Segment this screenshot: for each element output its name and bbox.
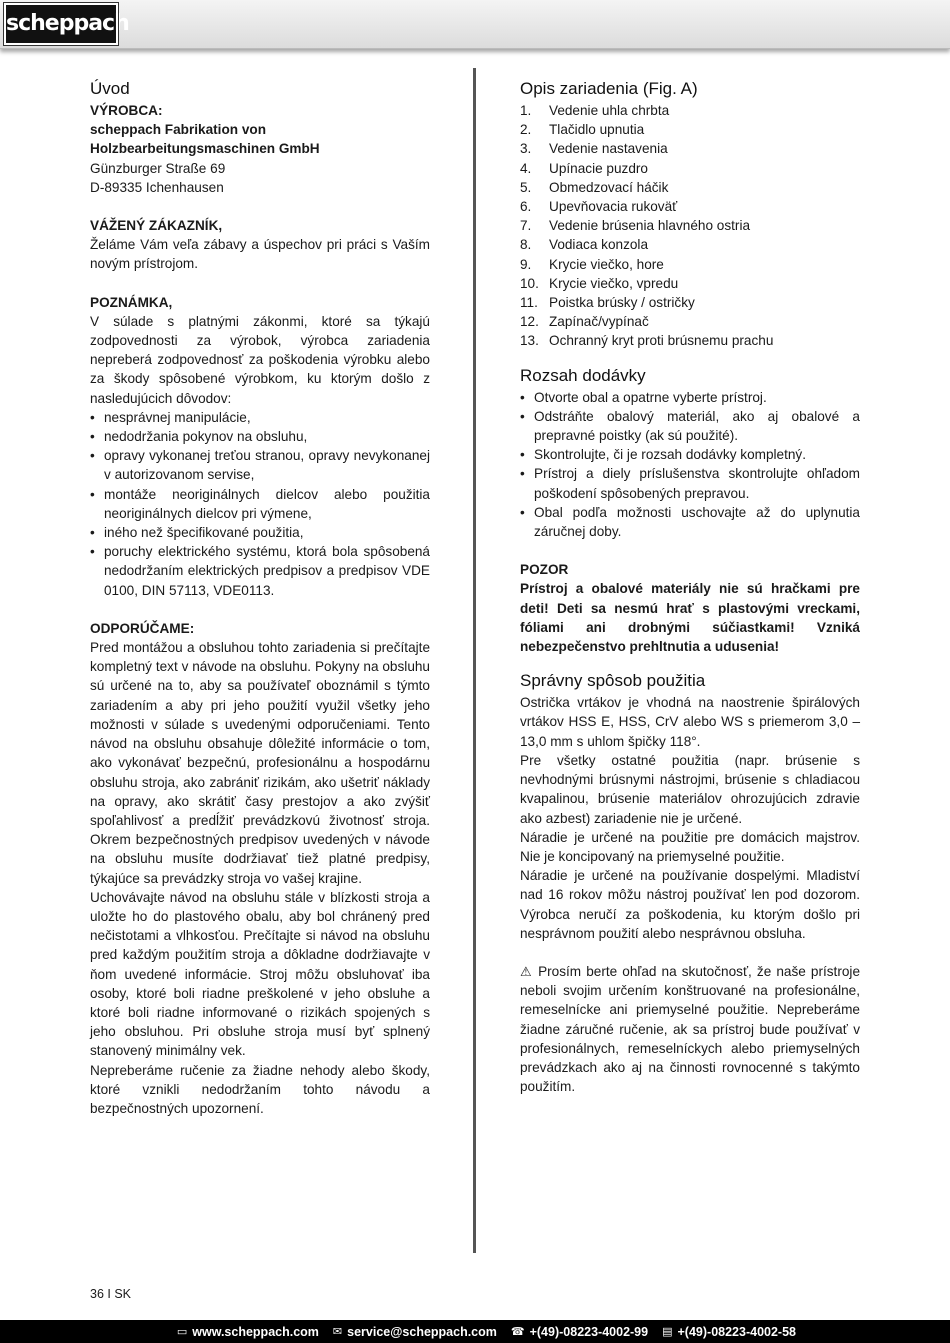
envelope-icon: ✉ — [332, 1326, 343, 1338]
delivery-title: Rozsah dodávky — [520, 365, 646, 385]
list-item: 11. Poistka brúsky / ostričky — [520, 295, 695, 311]
list-item: • Otvorte obal a opatrne vyberte prístroj. — [520, 388, 860, 407]
list-item: 13. Ochranný kryt proti brúsnemu prachu — [520, 333, 774, 349]
recommend-paragraph: Nepreberáme ručenie za žiadne nehody alebo škody, ktoré vznikli nedodržaním tohto návodu a bezpečnostných upozornení. — [90, 1062, 430, 1116]
list-item: • nesprávnej manipulácie, — [90, 408, 430, 427]
list-item: • Odstráňte obalový materiál, ako aj obalové a prepravné poistky (ak sú použité). — [520, 407, 860, 445]
column-divider — [473, 68, 476, 1253]
list-item: 6. Upevňovacia rukoväť — [520, 199, 678, 215]
usage-title: Správny spôsob použitia — [520, 671, 706, 691]
right-column — [520, 78, 860, 1096]
scheppach-logo: scheppach — [4, 3, 118, 45]
list-item: 4. Upínacie puzdro — [520, 160, 648, 176]
customer-text: Želáme Vám veľa zábavy a úspechov pri práci s Vaším novým prístrojom. — [90, 237, 430, 272]
usage-paragraph: Náradie je určené na použitie pre domácich majstrov. Nie je koncipovaný na priemyselné použitie. — [520, 829, 860, 864]
footer-fax[interactable]: ▤ +(49)-08223-4002-58 — [662, 1324, 796, 1339]
recommend-paragraph: Pred montážou a obsluhou tohto zariadenia si prečítajte kompletný text v návode na obsluhu. Pokyny na obsluhu sú určené na to, aby sa používateľ oboznámil s týmto zariadením a aby pri jeho použití využil všetky jeho možnosti v súlade s uvedenými odporučeniami. Tento návod na obsluhu obsahuje dôležité informácie o tom, ako vykonávať bezpečnú, profesionálnu a hospodárnu obsluhu stroja, ako zabrániť rizikám, ako ušetriť náklady na opravy, ako skrátiť časy prestojov a ako zvýšiť spoľahlivosť a predĺžiť prevádzkovú životnosť stroja. Okrem bezpečnostných predpisov uvedených v návode na obsluhu musíte dodržiavať tiež platné predpisy, týkajúce sa prevádzky stroja vo vašej krajine. — [90, 640, 430, 886]
parts-list — [520, 101, 860, 351]
list-item: 5. Obmedzovací háčik — [520, 179, 669, 195]
footer-email[interactable]: ✉ service@scheppach.com — [332, 1324, 497, 1339]
header-band — [0, 0, 950, 49]
note-text: V súlade s platnými zákonmi, ktoré sa týkajú zodpovednosti za výrobok, výrobca zariadenia nepreberá zodpovednosť za poškodenia výrobku alebo za škody spôsobené výrobkom, ku ktorým došlo z nasledujúcich dôvodov: — [90, 313, 430, 406]
description-title: Opis zariadenia (Fig. A) — [520, 79, 698, 98]
usage-paragraph: Ostrička vrtákov je vhodná na naostrenie špirálových vrtákov HSS E, HSS, CrV alebo WS s priemerom 3,0 – 13,0 mm s uhlom špičky 118°. — [520, 695, 860, 749]
manufacturer-line: scheppach Fabrikation von — [90, 122, 267, 138]
footer-phone[interactable]: ☎ +(49)-08223-4002-99 — [510, 1324, 649, 1339]
page-number: 36 I SK — [90, 1287, 131, 1301]
address-line: D-89335 Ichenhausen — [90, 179, 224, 195]
note-list — [90, 408, 430, 600]
list-item: 2. Tlačidlo upnutia — [520, 122, 645, 138]
usage-warning: ⚠ Prosím berte ohľad na skutočnosť, že naše prístroje neboli svojim určením konštruované na profesionálne, remeselnícke ani priemyselné použitie. Nepreberáme žiadne záručné ručenie, ak sa prístroj bude používať v profesionálnych, remeselníckych alebo priemyselných prevádzkach ako aj na činnosti rovnocenné s takýmto použitím. — [520, 963, 861, 1095]
list-item: 8. Vodiaca konzola — [520, 237, 649, 253]
list-item: 7. Vedenie brúsenia hlavného ostria — [520, 218, 751, 234]
note-label: POZNÁMKA, — [90, 294, 173, 310]
phone-icon: ☎ — [510, 1326, 525, 1338]
list-item: 3. Vedenie nastavenia — [520, 141, 668, 157]
list-item: 9. Krycie viečko, hore — [520, 256, 664, 272]
footer-bar — [0, 1320, 950, 1343]
manufacturer-line: Holzbearbeitungsmaschinen GmbH — [90, 141, 320, 157]
manufacturer-label: VÝROBCA: — [90, 103, 163, 118]
list-item: • Obal podľa možnosti uschovajte až do uplynutia záručnej doby. — [520, 503, 860, 541]
left-column — [90, 78, 430, 1118]
usage-paragraph: Náradie je určené na používanie dospelými. Mladiství nad 16 rokov môžu nástroj používať len pod dozorom. Výrobca neručí za poškodenia, ku ktorým došlo pri nesprávnom použití alebo nesprávnou obsluha. — [520, 868, 860, 941]
recommend-label: ODPORÚČAME: — [90, 620, 195, 636]
list-item: • opravy vykonanej treťou stranou, opravy nevykonanej v autorizovanom servise, — [90, 446, 430, 484]
caution-text: Prístroj a obalové materiály nie sú hračkami pre deti! Deti sa nesmú hrať s plastovými vreckami, fóliami ani drobnými súčiastkami! Vzniká nebezpečenstvo prehltnutia a udusenia! — [520, 581, 860, 655]
computer-icon: ▭ — [176, 1326, 188, 1338]
list-item: • Prístroj a diely príslušenstva skontrolujte ohľadom poškodení spôsobených prepravou. — [520, 464, 860, 502]
list-item: 1. Vedenie uhla chrbta — [520, 103, 670, 118]
intro-title: Úvod — [90, 79, 130, 98]
caution-label: POZOR — [520, 562, 569, 578]
list-item: 10. Krycie viečko, vpredu — [520, 275, 679, 291]
list-item: • montáže neoriginálnych dielcov alebo použitia neoriginálnych dielcov pri výmene, — [90, 485, 430, 523]
list-item: • Skontrolujte, či je rozsah dodávky kompletný. — [520, 445, 860, 464]
footer-web[interactable]: ▭ www.scheppach.com — [176, 1324, 319, 1339]
address-line: Günzburger Straße 69 — [90, 160, 226, 176]
list-item: 12. Zapínač/vypínač — [520, 314, 649, 330]
delivery-list — [520, 388, 860, 542]
fax-icon: ▤ — [662, 1326, 673, 1338]
list-item: • poruchy elektrického systému, ktorá bola spôsobená nedodržaním elektrických predpisov a predpisov VDE 0100, DIN 57113, VDE0113. — [90, 542, 430, 600]
recommend-paragraph: Uchovávajte návod na obsluhu stále v blízkosti stroja a uložte ho do plastového obalu, aby bol chránený pred nečistotami a vlhkosťou. Prečítajte si návod na obsluhu pred každým použitím stroja a dôkladne dodržiavajte v ňom uvedené informácie. Stroj môžu obsluhovať iba osoby, ktoré boli riadne preškolené v jeho obsluhe a ktoré boli riadne informované o rizikách spojených s jeho obsluhou. Pri obsluhe stroja musí byť splnený stanovený minimálny vek. — [90, 889, 430, 1059]
list-item: • iného než špecifikované použitia, — [90, 523, 430, 542]
customer-label: VÁŽENÝ ZÁKAZNÍK, — [90, 218, 223, 234]
list-item: • nedodržania pokynov na obsluhu, — [90, 427, 430, 446]
usage-paragraph: Pre všetky ostatné použitia (napr. brúsenie s nevhodnými brúsnymi nástrojmi, brúsenie s chladiacou kvapalinou, brúsenie materiálov ohrozujúcich zdravie ako azbest) zariadenie nie je určené. — [520, 752, 860, 826]
warning-triangle-icon: ⚠ — [520, 963, 533, 979]
